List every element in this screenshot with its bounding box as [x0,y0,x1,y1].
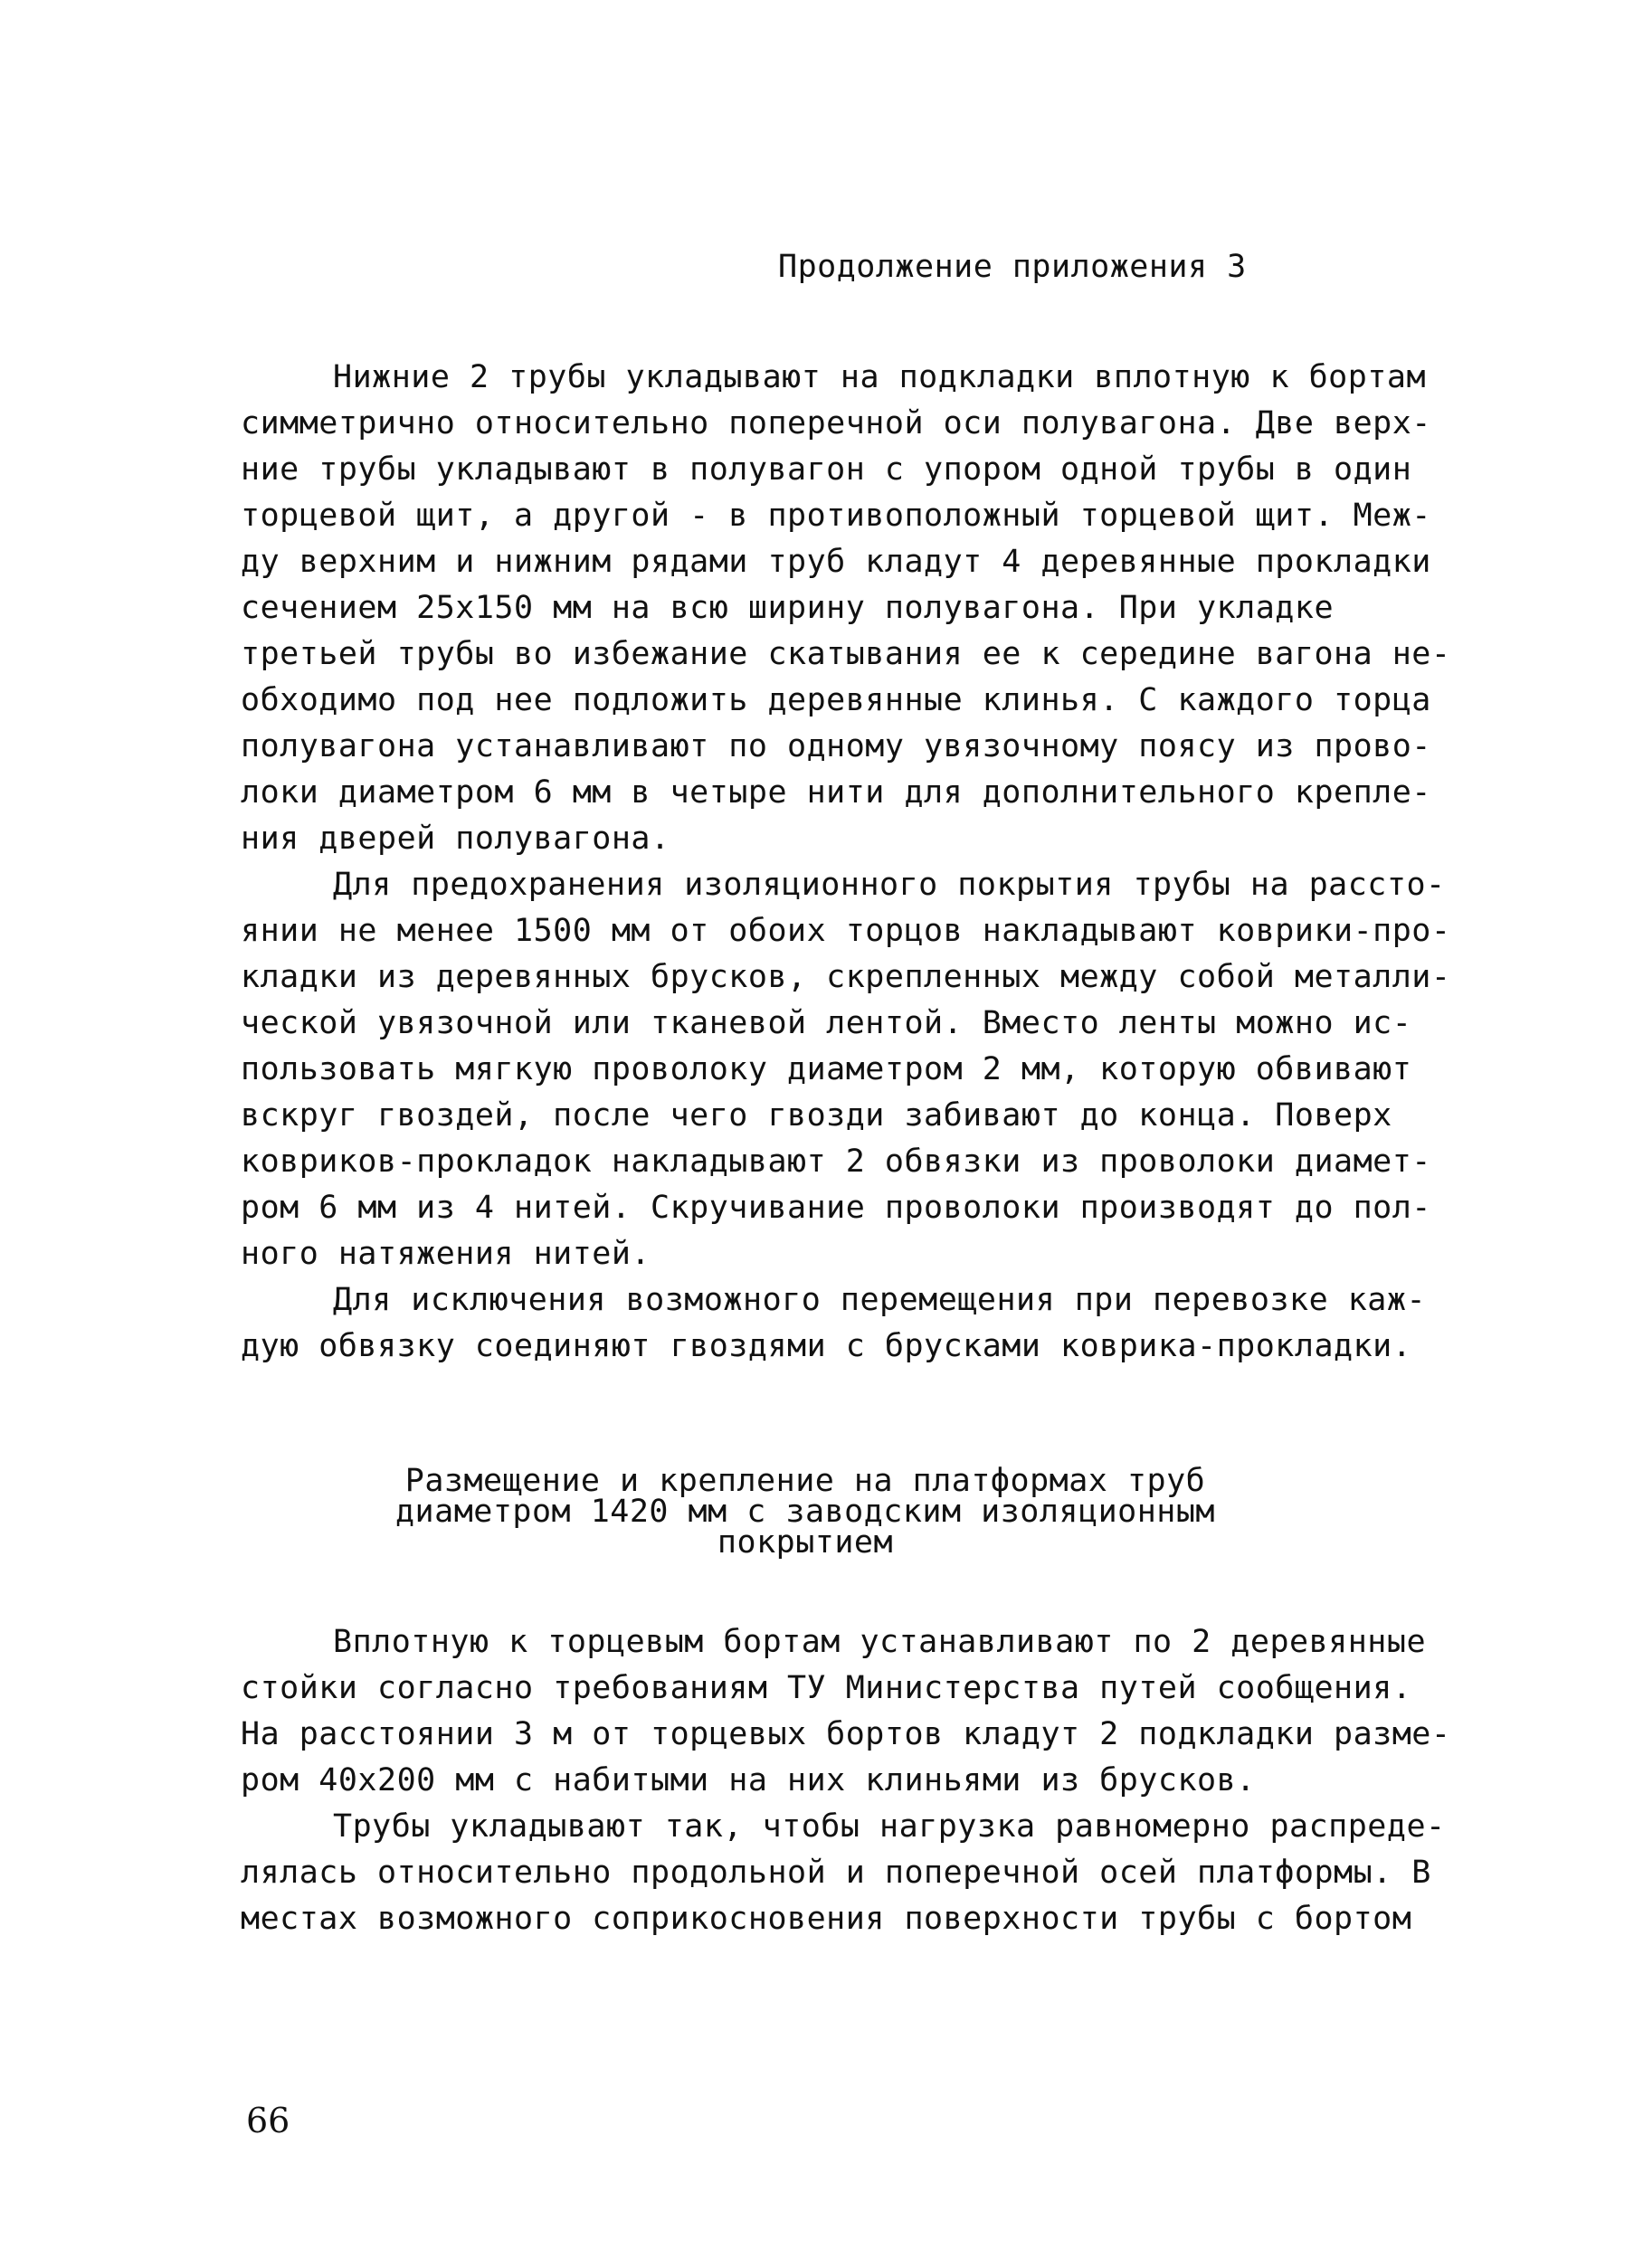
text-line: пользовать мягкую проволоку диаметром 2 мм, которую обвивают [241,1051,1412,1087]
text-line: янии не менее 1500 мм от обоих торцов накладывают коврики-про- [241,913,1451,949]
text-line: третьей трубы во избежание скатывания ее к середине вагона не- [241,636,1451,672]
text-line: Для предохранения изоляционного покрытия трубы на рассто- [333,867,1446,903]
text-line: ром 40х200 мм с набитыми на них клиньями из брусков. [241,1762,1256,1798]
text-line: вскруг гвоздей, после чего гвозди забивают до конца. Поверх [241,1097,1392,1134]
text-line: ние трубы укладывают в полувагон с упором одной трубы в один [241,451,1412,488]
text-line: дую обвязку соединяют гвоздями с брусками коврика-прокладки. [241,1328,1412,1364]
appendix-continuation-header: Продолжение приложения 3 [778,249,1247,285]
text-line: торцевой щит, а другой - в противоположный торцевой щит. Меж- [241,498,1431,534]
text-line: обходимо под нее подложить деревянные клинья. С каждого торца [241,682,1431,718]
section-heading-line: Размещение и крепление на платформах труб [404,1463,1206,1499]
body-text-block-1 [241,355,1451,1370]
text-line: кладки из деревянных брусков, скрепленных между собой металли- [241,959,1451,995]
page-number: 66 [246,2101,290,2140]
section-heading-line: покрытием [717,1524,894,1561]
text-line: ром 6 мм из 4 нитей. Скручивание проволоки производят до пол- [241,1190,1431,1226]
text-line: стойки согласно требованиям ТУ Министерства путей сообщения. [241,1670,1412,1706]
text-line: Для исключения возможного перемещения при перевозке каж- [333,1282,1427,1318]
text-line: ния дверей полувагона. [241,821,670,857]
text-line: Трубы укладывают так, чтобы нагрузка равномерно распреде- [333,1808,1446,1845]
text-line: сечением 25х150 мм на всю ширину полувагона. При укладке [241,590,1335,626]
text-line: симметрично относительно поперечной оси полувагона. Две верх- [241,405,1431,441]
text-line: местах возможного соприкосновения поверхности трубы с бортом [241,1901,1412,1937]
text-line: ду верхним и нижним рядами труб кладут 4 деревянные прокладки [241,544,1431,580]
text-line: ковриков-прокладок накладывают 2 обвязки из проволоки диамет- [241,1143,1431,1180]
body-text-block-2 [241,1619,1451,1942]
text-line: полувагона устанавливают по одному увязочному поясу из прово- [241,728,1431,764]
text-line: ного натяжения нитей. [241,1236,651,1272]
text-line: лялась относительно продольной и поперечной осей платформы. В [241,1855,1431,1891]
text-line: На расстоянии 3 м от торцевых бортов кладут 2 подкладки разме- [241,1716,1451,1752]
text-line: Вплотную к торцевым бортам устанавливают по 2 деревянные [333,1624,1427,1660]
section-heading-line: диаметром 1420 мм с заводским изоляционным [394,1494,1215,1530]
section-heading [317,1463,1294,1561]
text-line: локи диаметром 6 мм в четыре нити для дополнительного крепле- [241,774,1431,811]
text-line: ческой увязочной или тканевой лентой. Вместо ленты можно ис- [241,1005,1412,1041]
text-line: Нижние 2 трубы укладывают на подкладки вплотную к бортам [333,359,1427,395]
